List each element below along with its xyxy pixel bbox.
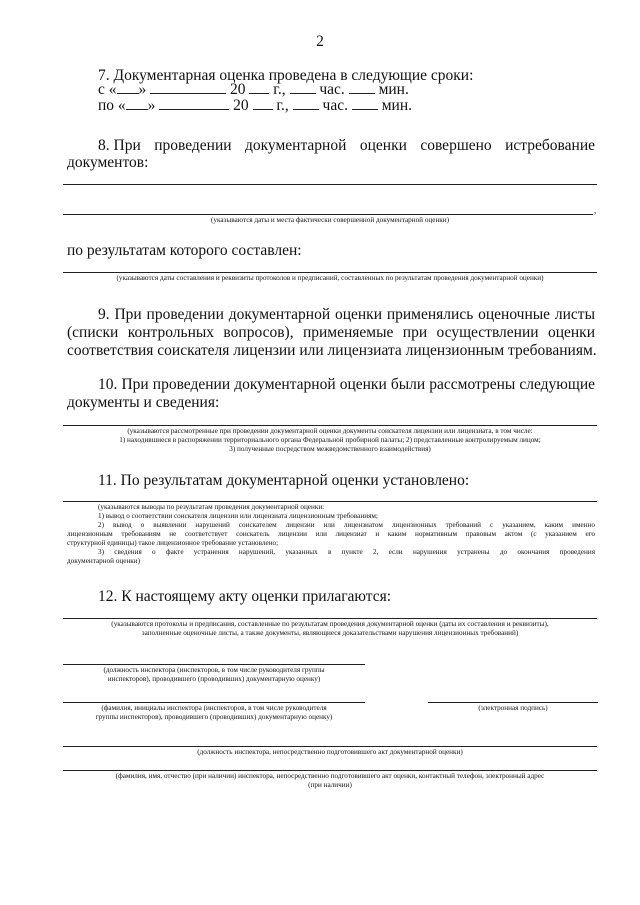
inspector-name-caption-2: группы инспекторов), проводившего (проводивших) документарную оценку) bbox=[95, 713, 333, 721]
item12-caption-2: заполненные оценочные листы, а также документы, являющиеся доказательствами нарушения лицензионных требований) bbox=[141, 629, 519, 637]
fill-line[interactable] bbox=[63, 184, 597, 185]
preparer-name-caption-1: (фамилия, имя, отчество (при наличии) инспектора, непосредственно подготовившего акт оценки, контактный телефон, электронный адрес bbox=[115, 772, 545, 780]
preparer-position-line[interactable] bbox=[63, 746, 597, 747]
item11-caption-5: структурной единицы) такое лицензионное требование установлено; bbox=[67, 539, 279, 547]
preparer-name-caption-2: (при наличии) bbox=[308, 781, 352, 789]
year-blank[interactable] bbox=[253, 96, 273, 110]
line-comma: , bbox=[594, 205, 597, 215]
item9-line2: (списки контрольных вопросов), применяемые при осуществлении оценки bbox=[67, 324, 595, 341]
item8-caption: (указываются даты и места фактически совершенной документарной оценки) bbox=[210, 216, 450, 224]
item11-caption-6: 3) сведения о факте устранения нарушений, указанных в пункте 2, если нарушения устранены до окончания проведения bbox=[98, 548, 595, 556]
minutes-blank[interactable] bbox=[349, 80, 375, 94]
hours-blank[interactable] bbox=[290, 80, 316, 94]
item10-caption-2: 1) находившиеся в распоряжении территориального органа Федеральной пробирной палаты; 2) представленные контролируемым лицом; bbox=[119, 436, 541, 444]
item10-caption-1: (указываются рассмотренные при проведении документарной оценки документы соискателя лицензии или лицензиата, в том числе: bbox=[127, 427, 533, 435]
month-blank[interactable] bbox=[159, 96, 229, 110]
item8-line2: документов: bbox=[67, 154, 149, 171]
inspector-position-line[interactable] bbox=[63, 664, 365, 665]
item7-to-row: по « » 20 г., час. мин. bbox=[98, 97, 412, 114]
item8-result-label: по результатам которого составлен: bbox=[67, 242, 302, 259]
fill-line[interactable] bbox=[63, 272, 597, 273]
item11-caption-3: 2) вывод о выявлении нарушений соискателем лицензии или лицензиатом лицензионных требований с указанием, каким именно bbox=[98, 521, 595, 529]
item11-caption-1: (указываются выводы по результатам проведения документарной оценки: bbox=[98, 503, 325, 511]
item12-caption-1: (указываются протоколы и предписания, составленные по результатам проведения документарной оценки (даты их составления и реквизиты), bbox=[111, 620, 549, 628]
preparer-name-line[interactable] bbox=[63, 770, 597, 771]
page-number: 2 bbox=[316, 33, 324, 50]
hours-blank[interactable] bbox=[293, 96, 319, 110]
electronic-signature-line[interactable] bbox=[428, 702, 598, 703]
minutes-blank[interactable] bbox=[352, 96, 378, 110]
preparer-position-caption: (должность инспектора, непосредственно подготовившего акт документарной оценки) bbox=[197, 748, 463, 756]
item11-caption-2: 1) вывод о соответствии соискателя лицензии или лицензиата лицензионным требованиям; bbox=[98, 512, 378, 520]
item8-line1: 8. При проведении документарной оценки совершено истребование bbox=[98, 137, 595, 154]
item8-result-caption: (указываются даты составления и реквизиты протоколов и предписаний, составленных по результатам проведения документарной оценки) bbox=[116, 274, 544, 282]
year-blank[interactable] bbox=[249, 80, 269, 94]
fill-line[interactable] bbox=[63, 425, 597, 426]
fill-line[interactable] bbox=[63, 501, 597, 502]
inspector-name-line[interactable] bbox=[63, 702, 365, 703]
item9-line1: 9. При проведении документарной оценки применялись оценочные листы bbox=[98, 306, 595, 323]
item10-caption-3: 3) полученные посредством межведомственного взаимодействия) bbox=[229, 445, 431, 453]
item10-line2: документы и сведения: bbox=[67, 394, 220, 411]
electronic-signature-caption: (электронная подпись) bbox=[478, 704, 548, 712]
day-blank[interactable] bbox=[117, 80, 139, 94]
item10-line1: 10. При проведении документарной оценки были рассмотрены следующие bbox=[98, 376, 595, 393]
inspector-position-caption-2: инспекторов), проводившего (проводивших) документарную оценку) bbox=[107, 675, 321, 683]
item11-title: 11. По результатам документарной оценки установлено: bbox=[98, 472, 470, 489]
fill-line[interactable] bbox=[63, 214, 593, 215]
item9-line3: соответствия соискателя лицензии или лицензиата лицензионным требованиям. bbox=[67, 342, 597, 359]
month-blank[interactable] bbox=[150, 80, 226, 94]
item12-title: 12. К настоящему акту оценки прилагаются: bbox=[98, 588, 392, 605]
item7-title: 7. Документарная оценка проведена в следующие сроки: bbox=[98, 67, 474, 84]
inspector-name-caption-1: (фамилия, инициалы инспектора (инспекторов, в том числе руководителя bbox=[101, 704, 327, 712]
item11-caption-4: лицензионным требованиям не соответствует соискатель лицензии или лицензиат и каким нормативным правовым актом (с указанием его bbox=[67, 530, 595, 538]
item11-caption-7: документарной оценки) bbox=[67, 557, 141, 565]
inspector-position-caption-1: (должность инспектора (инспекторов, в том числе руководителя группы bbox=[103, 666, 325, 674]
fill-line[interactable] bbox=[63, 618, 597, 619]
day-blank[interactable] bbox=[126, 96, 148, 110]
item7-from-row: с « » 20 г., час. мин. bbox=[98, 81, 409, 98]
